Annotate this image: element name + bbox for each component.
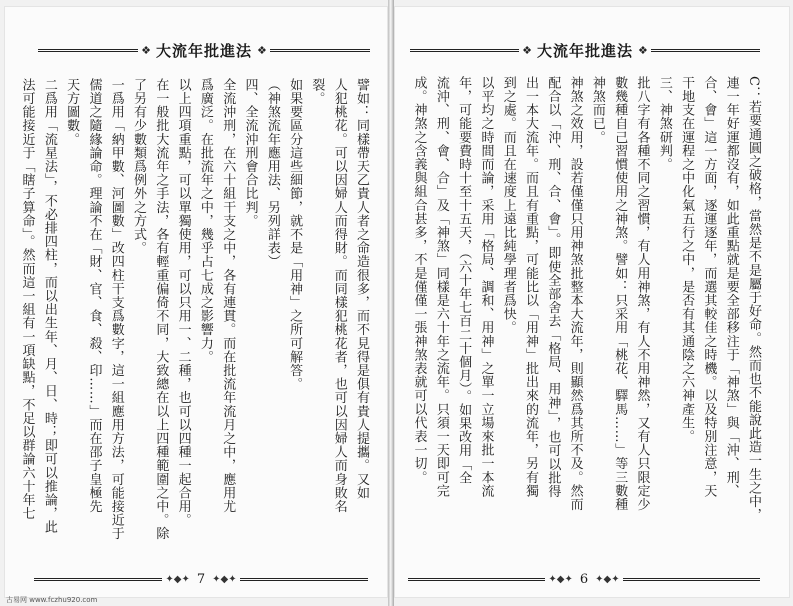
running-title: 大流年批進法 — [537, 41, 634, 60]
footer-rule — [34, 578, 162, 581]
footer-rule — [408, 578, 545, 581]
left-page-footer — [34, 570, 368, 588]
right-page — [394, 6, 790, 598]
text-column: 人犯桃花。可以因婦人而得財。而同樣犯桃花者，也可以因婦人而身敗名 — [331, 78, 347, 514]
text-column: 神煞之效用，設若僅僅只用神煞批整本大流年，則顯然爲其所不及。然而 — [567, 76, 583, 512]
text-column: 出一本大流年。而且有重點，可能比以「用神」批出來的流年，另有獨 — [523, 76, 539, 498]
text-column: 一爲用「納甲數、河圖數」改四柱干支爲數字，這一組應用方法，可能接近于 — [108, 78, 124, 541]
header-rule — [38, 49, 138, 52]
header-rule — [270, 49, 370, 52]
text-column: 配合以「沖、刑、合、會」。即使全部舍去「格局、用神」，也可以批得 — [545, 76, 561, 499]
header-ornament-icon: ❖ — [522, 43, 532, 57]
text-column: 天方圖數。 — [64, 78, 80, 146]
header-ornament-icon: ❖ — [638, 43, 648, 57]
left-page-header — [38, 40, 370, 60]
text-column: 在一般批大流年之手法，各有輕重偏倚不同，大致總在以上四種範圍之中。除 — [153, 78, 169, 541]
header-rule — [410, 49, 519, 52]
text-column: 連一年好運都沒有，如此重點就是要全部移注于「神煞」與「沖、刑、 — [723, 76, 739, 498]
text-column: 合、會」這一方面，逐運逐年，而選其較佳之時機。以及特別注意，天 — [701, 76, 717, 498]
right-page-header — [410, 40, 760, 60]
page-number: 7 — [196, 571, 206, 587]
section-heading: 四、全流沖刑會合比判。 — [242, 78, 258, 228]
text-column: 譬如：同樣帶天乙貴人者之命造很多，而不見得是俱有貴人提攜。又如 — [354, 78, 369, 500]
header-rule — [651, 49, 760, 52]
text-column: 以上四項重點，可以單獨使用，可以只用一、二種，也可以四種一起合用。 — [175, 78, 191, 527]
text-column: 成。神煞之含義與組合甚多，不是僅僅一張神煞表就可以代表一切。 — [411, 76, 427, 484]
footer-ornament-icon: ✦◆✦ — [548, 573, 573, 585]
text-column: 流沖、刑、會、合」及「神煞」同樣是六十年之流年。只須一天即可完 — [433, 76, 449, 498]
text-column: 二爲用「流星法」，不必排四柱，而以出生年、月、日、時；即可以推論，此 — [41, 78, 57, 534]
page-number: 6 — [579, 571, 589, 587]
footer-rule — [623, 578, 760, 581]
text-column: 批八字有各種不同之習慣，有人用神煞，有人不用神然，又有人只限定少 — [634, 76, 650, 512]
section-heading: 三、神煞研判。 — [656, 76, 672, 172]
text-column: 干地支在運程之中化氣五行之中，是否有其通陰之六神產生。 — [679, 76, 695, 444]
text-column: C：若要通圓之破格，當然是不是屬于好命。然而也不能說此造一生之中， — [746, 76, 761, 522]
header-ornament-icon: ❖ — [141, 43, 151, 57]
header-ornament-icon: ❖ — [257, 43, 267, 57]
text-column: 以平均之時間而論，采用「格局、調和、用神」之單一立場來批一本流 — [478, 76, 494, 498]
right-page-body — [402, 76, 764, 554]
footer-ornament-icon: ✦◆✦ — [165, 573, 190, 585]
text-column: 全流沖刑，在六十組干支之中，各有連貫。而在批流年流月之中，應用尤 — [220, 78, 236, 514]
footer-rule — [240, 578, 368, 581]
text-column: 數幾種自己習慣使用之神煞。譬如：只采用「桃花、驛馬……」等三數種 — [612, 76, 628, 512]
running-title: 大流年批進法 — [156, 41, 253, 60]
site-watermark: 古易网 www.fczhu920.com — [6, 596, 98, 604]
text-column: 神煞而已。 — [589, 76, 605, 144]
text-column: 了另有少數類爲例外之方式。 — [131, 78, 147, 255]
text-column: 年，可能要費時十至十五天，（六十年七百二十個月）。如果改用「全 — [456, 76, 472, 485]
text-column: （神煞流年應用法、另列詳表） — [264, 78, 280, 269]
footer-ornament-icon: ✦◆✦ — [595, 573, 620, 585]
text-column: 爲廣泛。在批流年之中，幾乎占七成之影響力。 — [197, 78, 213, 364]
text-column: 裂。 — [309, 78, 325, 106]
text-column: 儒道之隨緣論命。理論不在「財、官、食、殺、印……」而在邵子皇極先 — [86, 78, 102, 514]
left-page-body — [16, 78, 372, 556]
text-column: 到之處。而且在速度上遠比純學理者爲快。 — [500, 76, 516, 335]
text-column: 法可能接近于「瞎子算命」。然而這一組有一項缺點，不足以群論六十年七 — [19, 78, 35, 521]
text-column: 如果要區分這些細節，就不是「用神」之所可解答。 — [287, 78, 303, 391]
right-page-footer — [408, 570, 760, 588]
footer-ornament-icon: ✦◆✦ — [212, 573, 237, 585]
left-page — [4, 6, 388, 598]
